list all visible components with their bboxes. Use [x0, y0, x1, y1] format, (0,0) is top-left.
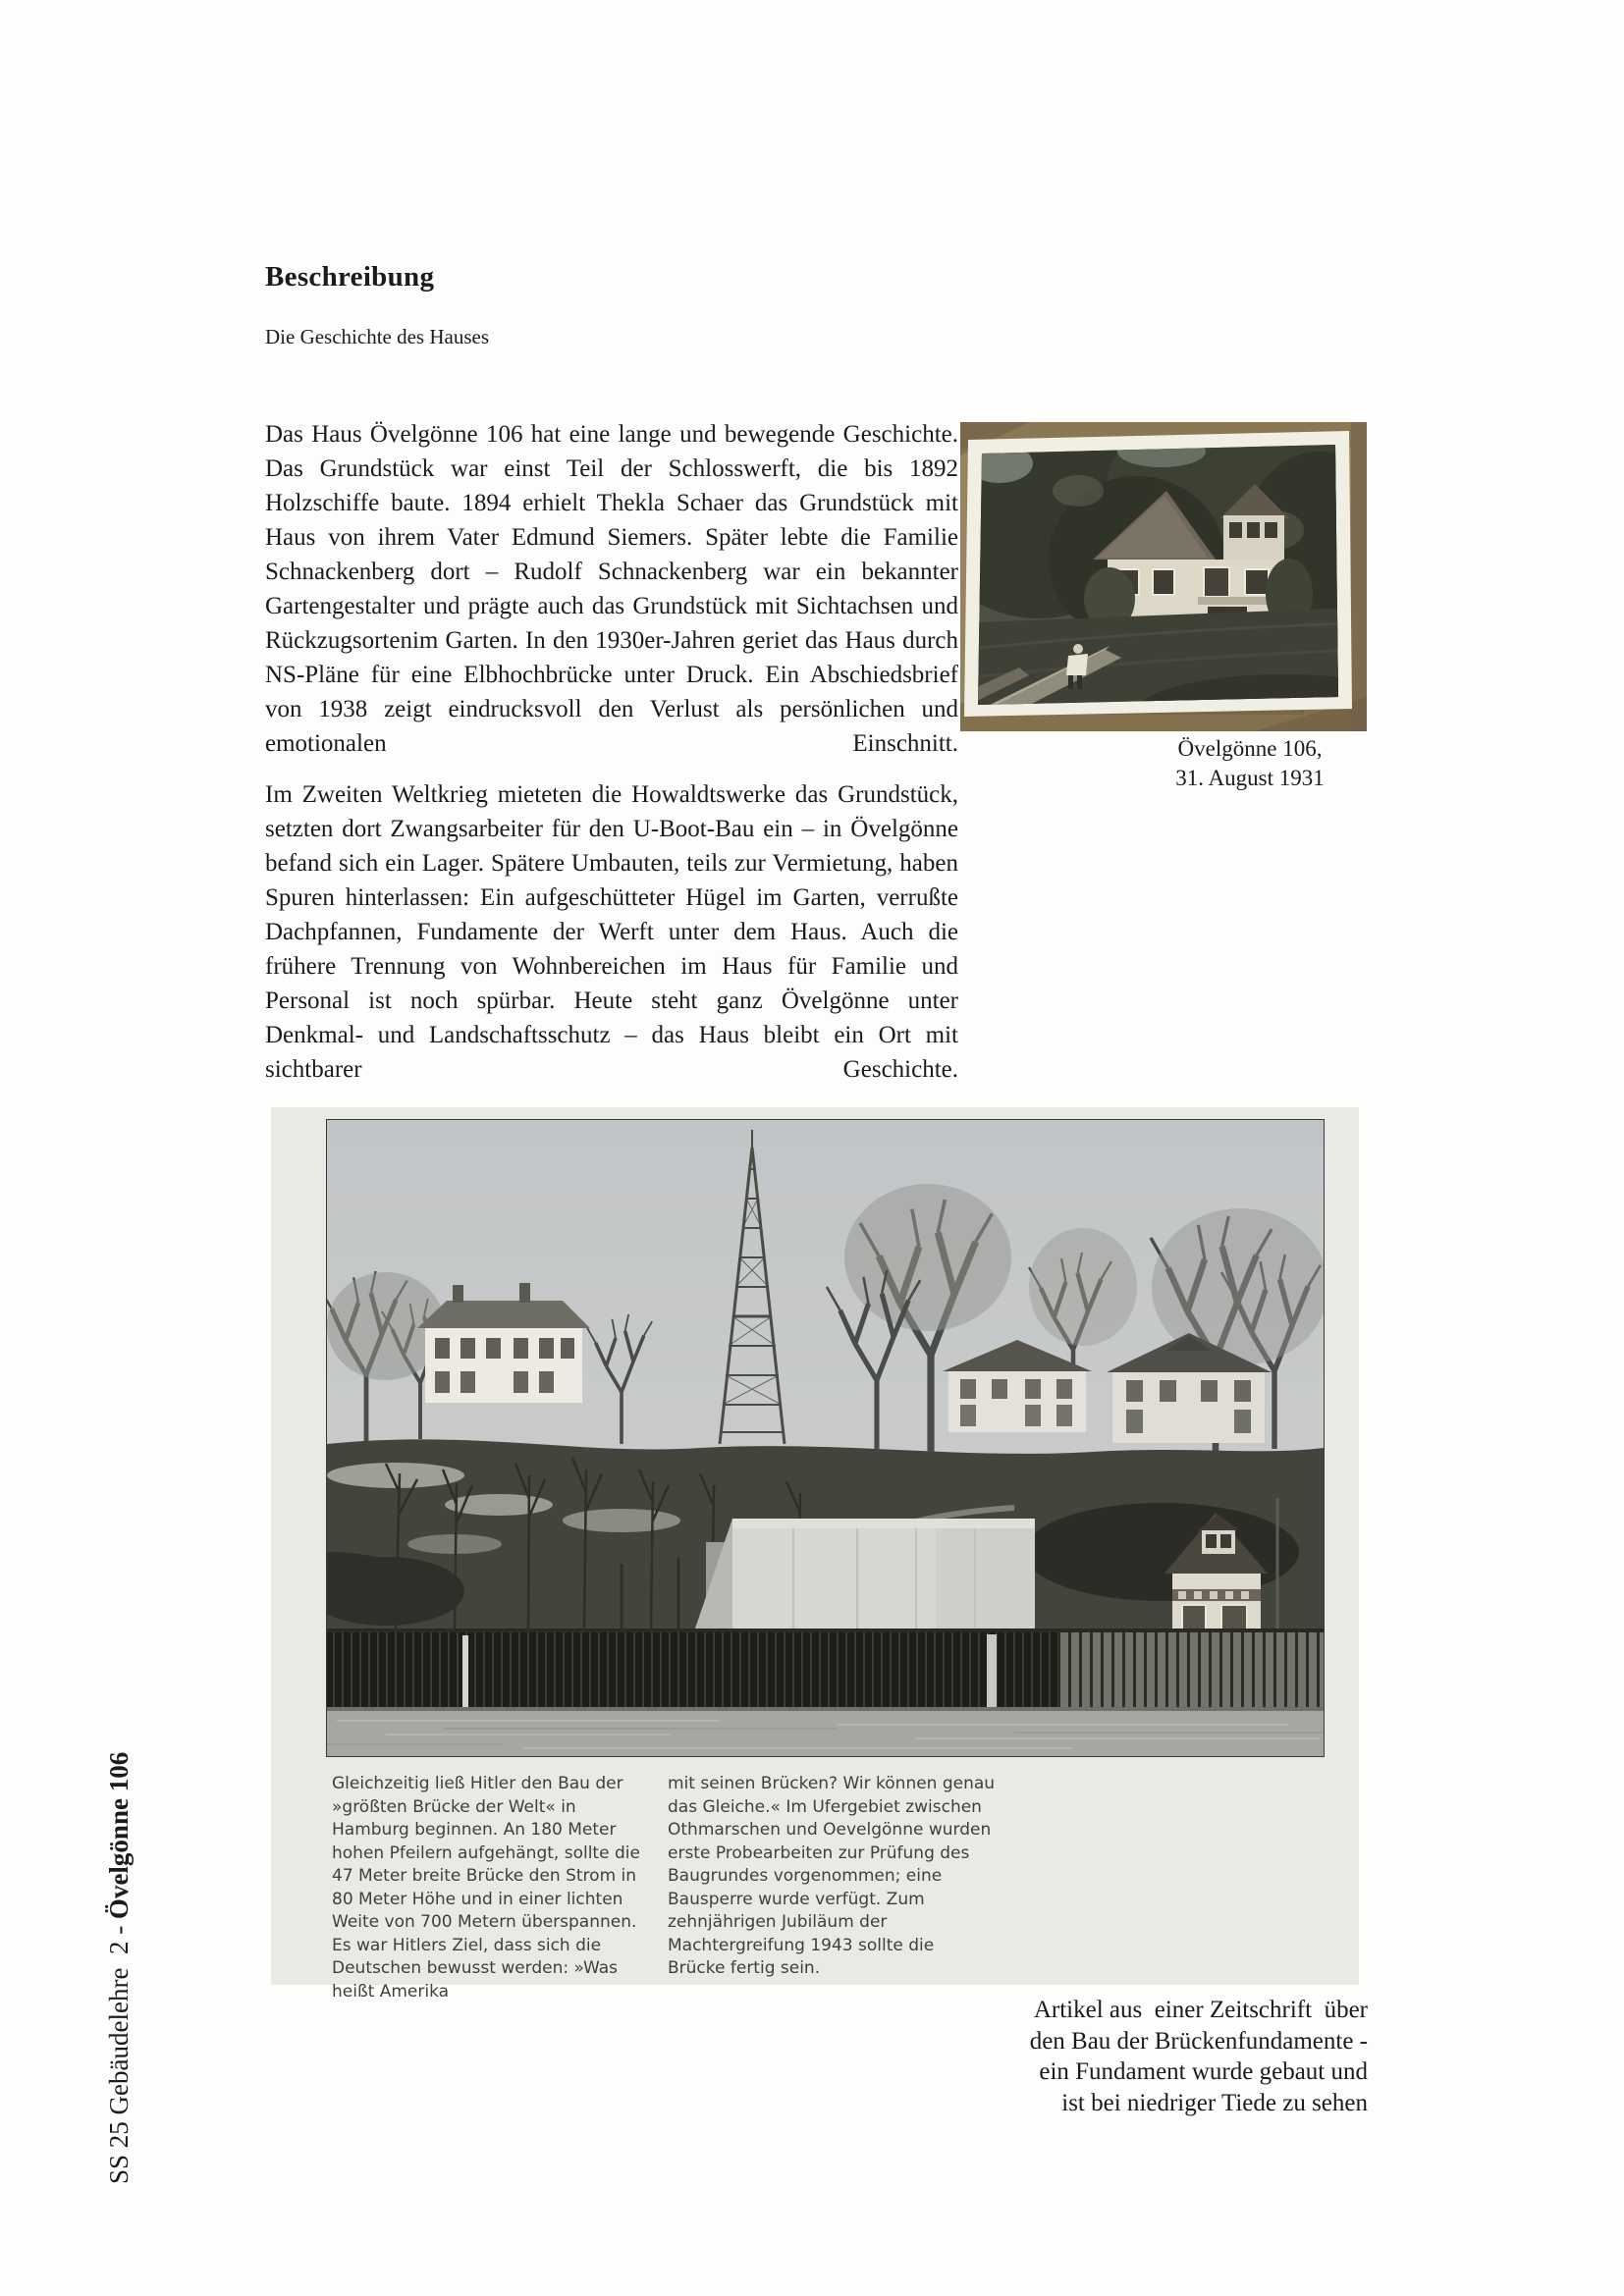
- foundation-shape: [695, 1519, 1035, 1629]
- paragraph-history-2: Im Zweiten Weltkrieg mieteten die Howaldtswerke das Grundstück, setzten dort Zwangsarbeiter für den U-Boot-Bau ein – in Övelgönne befand sich ein Lager. Spätere Umbauten, teils zur Vermietung, haben Spuren hinterlassen: Ein aufgeschütteter Hügel im Garten, verrußte Dachpfannen, Fundamente der Werft unter dem Haus. Auch die frühere Trennung von Wohnbereichen im Haus für Familie und Personal ist noch spürbar. Heute steht ganz Övelgönne unter Denkmal- und Landschaftsschutz – das Haus bleibt ein Ort mit sichtbarer Geschichte.: [265, 781, 958, 1083]
- caption-line: Övelgönne 106,: [1177, 736, 1323, 761]
- house-photo-illustration: [960, 422, 1367, 731]
- clipping-column-1: Gleichzeitig ließ Hitler den Bau der »größten Brücke der Welt« in Hamburg beginnen. An 180 Meter hohen Pfeilern aufgehängt, sollte die 47 Meter breite Brücke den Strom in 80 Meter Höhe und in einer lichten Weite von 700 Metern überspannen. Es war Hitlers Ziel, dass sich die Deutschen bewusst werden: »Was heißt Amerika: [332, 1774, 640, 2002]
- caption-line: ein Fundament wurde gebaut und: [1039, 2058, 1368, 2085]
- page-subtitle: Die Geschichte des Hauses: [265, 325, 490, 348]
- house-photo-1931: [960, 422, 1367, 731]
- magazine-clipping: [271, 1107, 1359, 2002]
- sidebar-footer-title: Övelgönne 106: [104, 1751, 134, 1920]
- caption-line: 31. August 1931: [1175, 766, 1325, 790]
- caption-line: ist bei niedriger Tiede zu sehen: [1061, 2089, 1368, 2116]
- caption-line: den Bau der Brückenfundamente -: [1029, 2027, 1368, 2055]
- sidebar-footer-prefix: SS 25 Gebäudelehre 2 -: [104, 1919, 134, 2184]
- elbe-shore-photo: [326, 1119, 1325, 1757]
- house-photo-caption: [1129, 734, 1371, 793]
- clipping-column-2: mit seinen Brücken? Wir können genau das Gleiche.« Im Ufergebiet zwischen Othmarschen und Oevelgönne wurden erste Probearbeiten zur Prüfung des Baugrundes vorgenommen; eine Bausperre wurde verfügt. Zum zehnjährigen Jubiläum der Machtergreifung 1943 sollte die Brücke fertig sein.: [668, 1774, 996, 1978]
- sidebar-footer: [69, 1700, 169, 2211]
- caption-line: Artikel aus einer Zeitschrift über: [1033, 1997, 1368, 2023]
- page-title: Beschreibung: [265, 261, 435, 293]
- paragraph-history-1: Das Haus Övelgönne 106 hat eine lange und bewegende Geschichte. Das Grundstück war einst Teil der Schlosswerft, die bis 1892 Holzschiffe baute. 1894 erhielt Thekla Schaer das Grundstück mit Haus von ihrem Vater Edmund Siemers. Später lebte die Familie Schnackenberg dort – Rudolf Schnackenberg war ein bekannter Gartengestalter und prägte auch das Grundstück mit Sichtachsen und Rückzugsortenim Garten. In den 1930er-Jahren geriet das Haus durch NS-Pläne für eine Elbhochbrücke unter Druck. Ein Abschiedsbrief von 1938 zeigt eindrucksvoll den Verlust als persönlichen und emotionalen Einschnitt.: [265, 421, 958, 757]
- clipping-caption: [923, 1995, 1368, 2118]
- elbe-shore-illustration: [327, 1120, 1324, 1756]
